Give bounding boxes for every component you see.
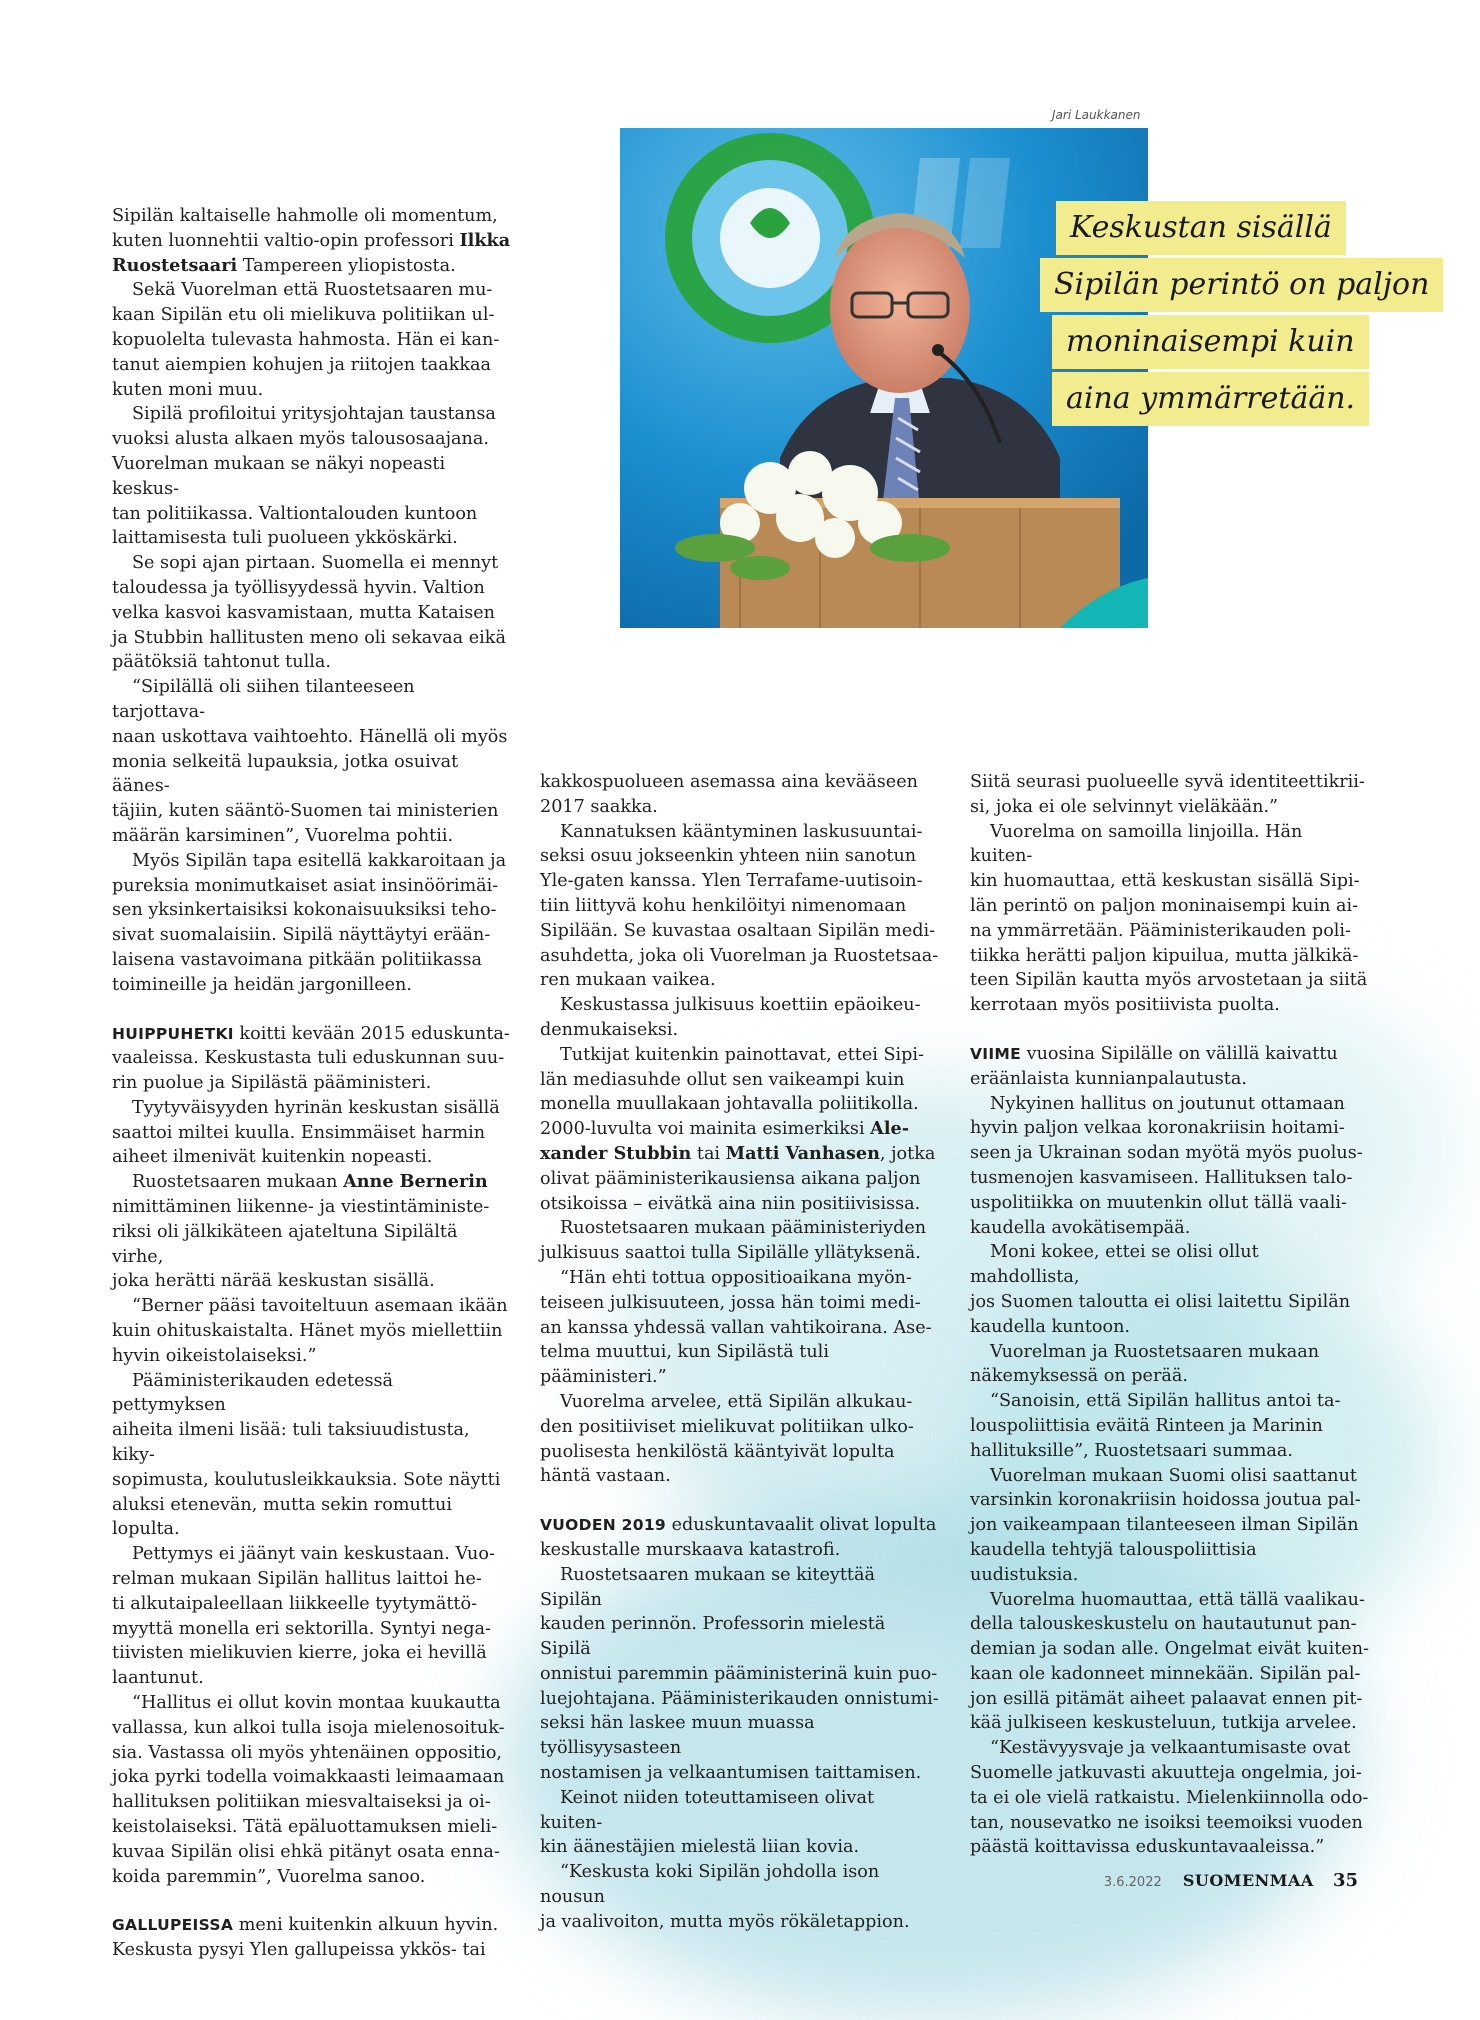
paragraph: “Hallitus ei ollut kovin montaa kuukautta vallassa, kun alkoi tulla isoja mielenosoituk- sia. Vastassa oli myös yhtenäinen oppositio, joka pyrki todella voimakkaasti leimaamaan hallituksen politiikan miesvaltaiseksi ja oi- keistolaiseksi. Tätä epäluottamuksen mieli- kuvaa Sipilän olisi ehkä pitänyt osata enna- koida paremmin”, Vuorelma sanoo. bbox=[112, 1693, 505, 1887]
paragraph: Moni kokee, ettei se olisi ollut mahdollista, jos Suomen taloutta ei olisi laitettu Sipilän kaudella kuntoon. bbox=[970, 1242, 1351, 1337]
paragraph: Ruostetsaaren mukaan se kiteyttää Sipilän kauden perinnön. Professorin mielestä Sipilä onnistui paremmin pääministerinä kuin puo- luejohtajana. Pääministerikauden onnistumi- seksi hän laskee muun muassa työllisyysasteen nostamisen ja velkaantumisen taittamisen. bbox=[540, 1564, 939, 1784]
paragraph: Vuorelma on samoilla linjoilla. Hän kuiten- kin huomauttaa, että keskustan sisällä Sipi- län perintö on paljon moninaisempi kuin ai- na ymmärretään. Pääministerikauden poli- tiikka herätti paljon kipuilua, mutta jälkikä- teen Sipilän kautta myös arvostetaan ja siitä kerrotaan myös positiivista puolta. bbox=[970, 821, 1368, 1016]
paragraph: Ruostetsaaren mukaan pääministeriyden julkisuus saattoi tulla Sipilälle yllätyksenä. bbox=[540, 1218, 927, 1264]
pull-quote-line: moninaisempi kuin bbox=[1052, 315, 1369, 369]
article-column-1 bbox=[112, 204, 512, 1963]
paragraph: Keinot niiden toteuttamiseen olivat kuiten- kin äänestäjien mielestä liian kovia. bbox=[540, 1787, 875, 1858]
paragraph: “Berner pääsi tavoiteltuun asemaan ikään kuin ohituskaistalta. Hänet myös miellettiin hyvin oikeistolaiseksi.” bbox=[112, 1296, 508, 1366]
paragraph: Kannatuksen kääntyminen laskusuuntai- seksi osuu jokseenkin yhteen niin sanotun Yle-gaten kanssa. Ylen Terrafame-uutisoin- tiin liittyvä kohu henkilöityi nimenomaan Sipilään. Se kuvastaa osaltaan Sipilän medi- asuhdetta, joka oli Vuorelman ja Ruostetsaa- ren mukaan vaikea. bbox=[540, 821, 939, 991]
article-column-3 bbox=[970, 770, 1370, 1860]
paragraph: Nykyinen hallitus on joutunut ottamaan hyvin paljon velkaa koronakriisin hoitami- seen ja Ukrainan sodan myötä myös puolus- tusmenojen kasvamiseen. Hallituksen talo- uspolitiikka on muutenkin ollut tällä vaali- kaudella avokätisempää. bbox=[970, 1093, 1363, 1238]
page-number: 35 bbox=[1332, 1870, 1358, 1891]
paragraph: “Hän ehti tottua oppositioaikana myön- teiseen julkisuuteen, jossa hän toimi medi- an kanssa yhdessä vallan vahtikoirana. Ase- telma muuttui, kun Sipilästä tuli pääministeri.” bbox=[540, 1267, 932, 1388]
paragraph: Tutkijat kuitenkin painottavat, ettei Sipi- län mediasuhde ollut sen vaikeampi kuin monella muullakaan johtavalla poliitikolla. 2000-luvulta voi mainita esimerkiksi Ale- xander Stubbin tai Matti Vanhasen, jotka olivat pääministerikausiensa aikana paljon otsikoissa – eivätkä aina niin positiivisissa. bbox=[540, 1044, 936, 1214]
paragraph: Tyytyväisyyden hyrinän keskustan sisällä saattoi miltei kuulla. Ensimmäiset harmin aiheet ilmenivät kuitenkin nopeasti. bbox=[112, 1097, 500, 1168]
paragraph: Sipilä profiloitui yritysjohtajan taustansa vuoksi alusta alkaen myös talousosaajana. Vuorelman mukaan se näkyi nopeasti keskus- tan politiikassa. Valtiontalouden kuntoon laittamisesta tuli puolueen ykköskärki. bbox=[112, 404, 496, 549]
paragraph: “Sanoisin, että Sipilän hallitus antoi ta- louspoliittisia eväitä Rinteen ja Marinin hallituksille”, Ruostetsaari summaa. bbox=[970, 1391, 1341, 1461]
paragraph: Se sopi ajan pirtaan. Suomella ei mennyt taloudessa ja työllisyydessä hyvin. Valtion velka kasvoi kasvamistaan, mutta Kataisen ja Stubbin hallitusten meno oli sekavaa eikä päätöksiä tahtonut tulla. bbox=[112, 553, 506, 673]
paragraph: Vuorelman ja Ruostetsaaren mukaan näkemyksessä on perää. bbox=[970, 1341, 1320, 1387]
section-lead: VIIME bbox=[970, 1044, 1022, 1063]
paragraph: “Kestävyysvaje ja velkaantumisaste ovat Suomelle jatkuvasti akuutteja ongelmia, joi- ta ei ole vielä ratkaistu. Mielenkiinnolla odo- tan, nousevatko ne isoiksi teemoiksi vuoden päästä koittavissa eduskuntavaaleissa.” bbox=[970, 1738, 1369, 1858]
article-column-2 bbox=[540, 770, 940, 1935]
paragraph: Sekä Vuorelman että Ruostetsaaren mu- kaan Sipilän etu oli mielikuva politiikan ul- kopuolelta tulevasta hahmosta. Hän ei kan- tanut aiempien kohujen ja riitojen taakkaa kuten moni muu. bbox=[112, 280, 500, 400]
section-lead: HUIPPUHETKI bbox=[112, 1024, 234, 1043]
section-paragraph: VIIME vuosina Sipilälle on välillä kaivattu eräänlaista kunnianpalautusta. bbox=[970, 1043, 1338, 1089]
section-paragraph: HUIPPUHETKI koitti kevään 2015 eduskunta- vaaleissa. Keskustasta tuli eduskunnan suu- rin puolue ja Sipilästä pääministeri. bbox=[112, 1023, 510, 1094]
pull-quote-line: Sipilän perintö on paljon bbox=[1040, 258, 1443, 312]
paragraph: Pääministerikauden edetessä pettymyksen aiheita ilmeni lisää: tuli taksiuudistusta, kiky- sopimusta, koulutusleikkauksia. Sote näytti aluksi etenevän, mutta sekin romuttui lopulta. bbox=[112, 1370, 501, 1540]
section-lead: GALLUPEISSA bbox=[112, 1916, 234, 1935]
magazine-name: SUOMENMAA bbox=[1182, 1871, 1314, 1890]
paragraph: Vuorelman mukaan Suomi olisi saattanut varsinkin koronakriisin hoidossa joutua pal- jon vaikeampaan tilanteeseen ilman Sipilän kaudella tehtyjä talouspoliittisia uudistuksia. bbox=[970, 1465, 1361, 1585]
paragraph: kakkospuolueen asemassa aina kevääseen 2017 saakka. bbox=[540, 772, 918, 817]
paragraph: “Keskusta koki Sipilän johdolla ison nousun ja vaalivoiton, mutta myös rökäletappion. bbox=[540, 1862, 910, 1932]
section-paragraph: VUODEN 2019 eduskuntavaalit olivat lopulta keskustalle murskaava katastrofi. bbox=[540, 1515, 937, 1560]
paragraph: Myös Sipilän tapa esitellä kakkaroitaan ja pureksia monimutkaiset asiat insinöörimäi- sen yksinkertaisiksi kokonaisuuksiksi teho- sivat suomalaisiin. Sipilä näyttäytyi erään- laisena vastavoimana pitkään politiikassa toimineille ja heidän jargonilleen. bbox=[112, 850, 507, 995]
pull-quote-line: Keskustan sisällä bbox=[1056, 201, 1346, 255]
pull-quote-line: aina ymmärretään. bbox=[1052, 372, 1369, 426]
page-footer bbox=[1104, 1870, 1358, 1891]
paragraph: Vuorelma huomauttaa, että tällä vaalikau- della talouskeskustelu on hautautunut pan- demian ja sodan alle. Ongelmat eivät kuiten- kaan ole kadonneet minnekään. Sipilän pal- jon esillä pitämät aiheet palaavat ennen pit- kää julkiseen keskusteluun, tutkija arvelee. bbox=[970, 1589, 1369, 1734]
paragraph: Sipilän kaltaiselle hahmolle oli momentum, kuten luonnehtii valtio-opin professori Ilkka Ruostetsaari Tampereen yliopistosta. bbox=[112, 206, 511, 276]
paragraph: Ruostetsaaren mukaan Anne Bernerin nimittäminen liikenne- ja viestintäministe- riksi oli jälkikäteen ajateltuna Sipilältä virhe, joka herätti närää keskustan sisällä. bbox=[112, 1171, 490, 1292]
paragraph: Siitä seurasi puolueelle syvä identiteettikrii- si, joka ei ole selvinnyt vieläkään.” bbox=[970, 772, 1365, 817]
section-paragraph: GALLUPEISSA meni kuitenkin alkuun hyvin. Keskusta pysyi Ylen gallupeissa ykkös- tai bbox=[112, 1915, 499, 1961]
paragraph: “Sipilällä oli siihen tilanteeseen tarjottava- naan uskottava vaihtoehto. Hänellä oli myös monia selkeitä lupauksia, jotka osuivat äänes- täjiin, kuten sääntö-Suomen tai ministerien määrän karsiminen”, Vuorelma pohtii. bbox=[112, 677, 508, 846]
photo-credit: Jari Laukkanen bbox=[1052, 108, 1141, 122]
issue-date: 3.6.2022 bbox=[1103, 1875, 1162, 1890]
paragraph: Keskustassa julkisuus koettiin epäoikeu- denmukaiseksi. bbox=[540, 995, 921, 1040]
section-lead: VUODEN 2019 bbox=[540, 1516, 667, 1535]
paragraph: Pettymys ei jäänyt vain keskustaan. Vuo- relman mukaan Sipilän hallitus laittoi he- ti alkutaipaleellaan liikkeelle tyytymättö- myyttä monella eri sektorilla. Syntyi nega- tiivisten mielikuvien kierre, joka ei hevillä laantunut. bbox=[112, 1544, 495, 1689]
paragraph: Vuorelma arvelee, että Sipilän alkukau- den positiiviset mielikuvat politiikan ulko- puolisesta henkilöstä kääntyivät lopulta häntä vastaan. bbox=[540, 1391, 914, 1487]
